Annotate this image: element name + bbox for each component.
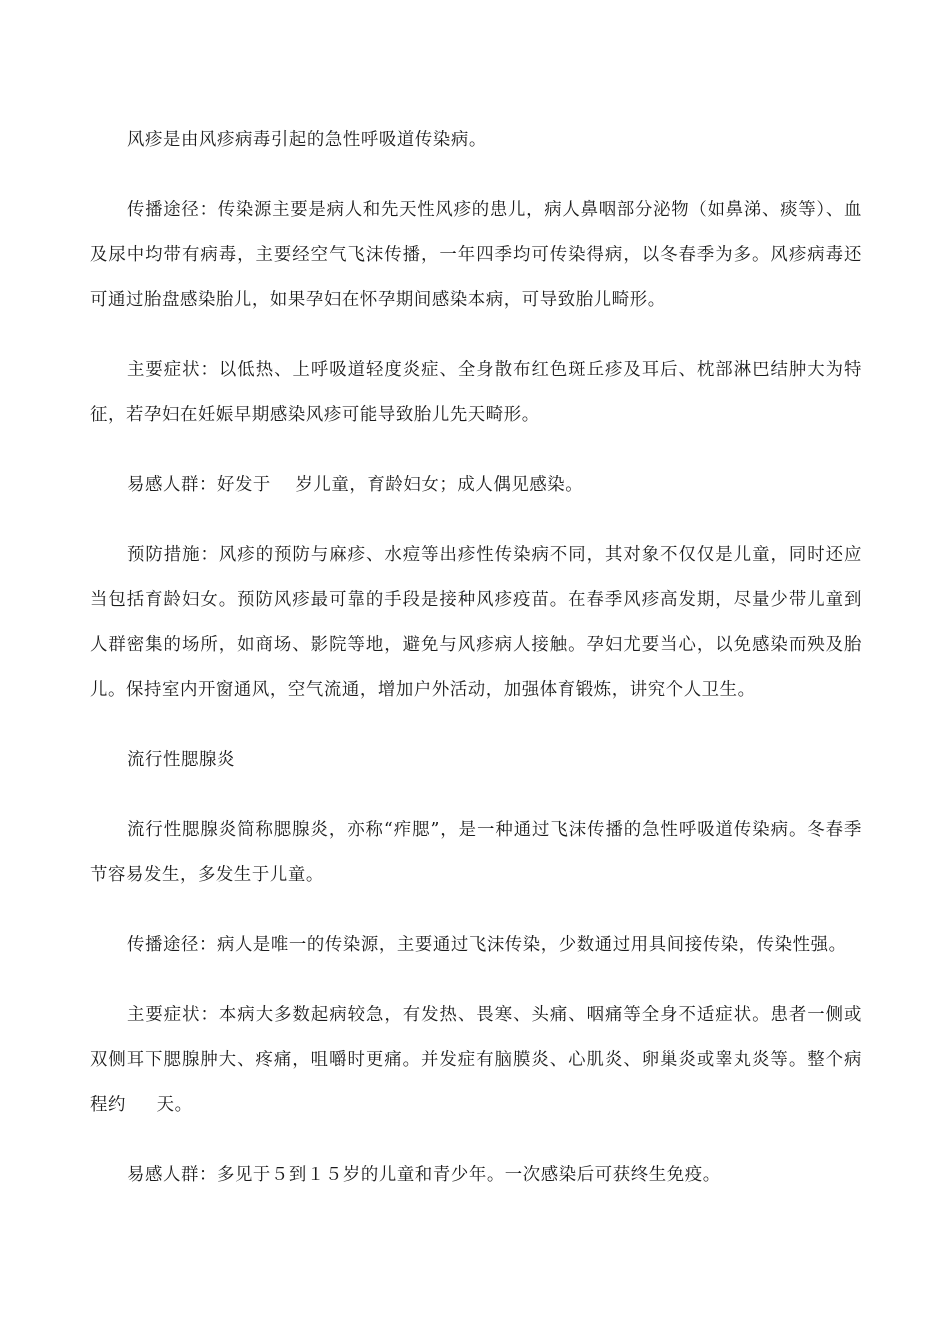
paragraph-mumps-susceptible: 易感人群：多见于５到１５岁的儿童和青少年。一次感染后可获终生免疫。 — [127, 1165, 721, 1185]
document-body — [90, 118, 862, 1223]
paragraph-rubella-intro: 风疹是由风疹病毒引起的急性呼吸道传染病。 — [127, 130, 487, 150]
paragraph-rubella-prevention: 预防措施：风疹的预防与麻疹、水痘等出疹性传染病不同，其对象不仅仅是儿童，同时还应当包括育龄妇女。预防风疹最可靠的手段是接种风疹疫苗。在春季风疹高发期，尽量少带儿童到人群密集的场所，如商场、影院等地，避免与风疹病人接触。孕妇尤要当心，以免感染而殃及胎儿。保持室内开窗通风，空气流通，增加户外活动，加强体育锻炼，讲究个人卫生。 — [90, 545, 862, 700]
section-heading-mumps: 流行性腮腺炎 — [127, 750, 235, 770]
paragraph-mumps-symptoms: 主要症状：本病大多数起病较急，有发热、畏寒、头痛、咽痛等全身不适症状。患者一侧或双侧耳下腮腺肿大、疼痛，咀嚼时更痛。并发症有脑膜炎、心肌炎、卵巢炎或睾丸炎等。整个病程约 天。 — [90, 1005, 862, 1115]
paragraph-rubella-susceptible: 易感人群：好发于 岁儿童，育龄妇女；成人偶见感染。 — [127, 475, 584, 495]
paragraph-mumps-transmission: 传播途径：病人是唯一的传染源，主要通过飞沫传染，少数通过用具间接传染，传染性强。 — [127, 935, 847, 955]
paragraph-mumps-intro: 流行性腮腺炎简称腮腺炎，亦称“痄腮”，是一种通过飞沫传播的急性呼吸道传染病。冬春季节容易发生，多发生于儿童。 — [90, 820, 862, 885]
paragraph-rubella-transmission: 传播途径：传染源主要是病人和先天性风疹的患儿，病人鼻咽部分泌物（如鼻涕、痰等）、血及尿中均带有病毒，主要经空气飞沫传播，一年四季均可传染得病，以冬春季为多。风疹病毒还可通过胎盘感染胎儿，如果孕妇在怀孕期间感染本病，可导致胎儿畸形。 — [90, 200, 862, 310]
paragraph-rubella-symptoms: 主要症状：以低热、上呼吸道轻度炎症、全身散布红色斑丘疹及耳后、枕部淋巴结肿大为特征，若孕妇在妊娠早期感染风疹可能导致胎儿先天畸形。 — [90, 360, 862, 425]
